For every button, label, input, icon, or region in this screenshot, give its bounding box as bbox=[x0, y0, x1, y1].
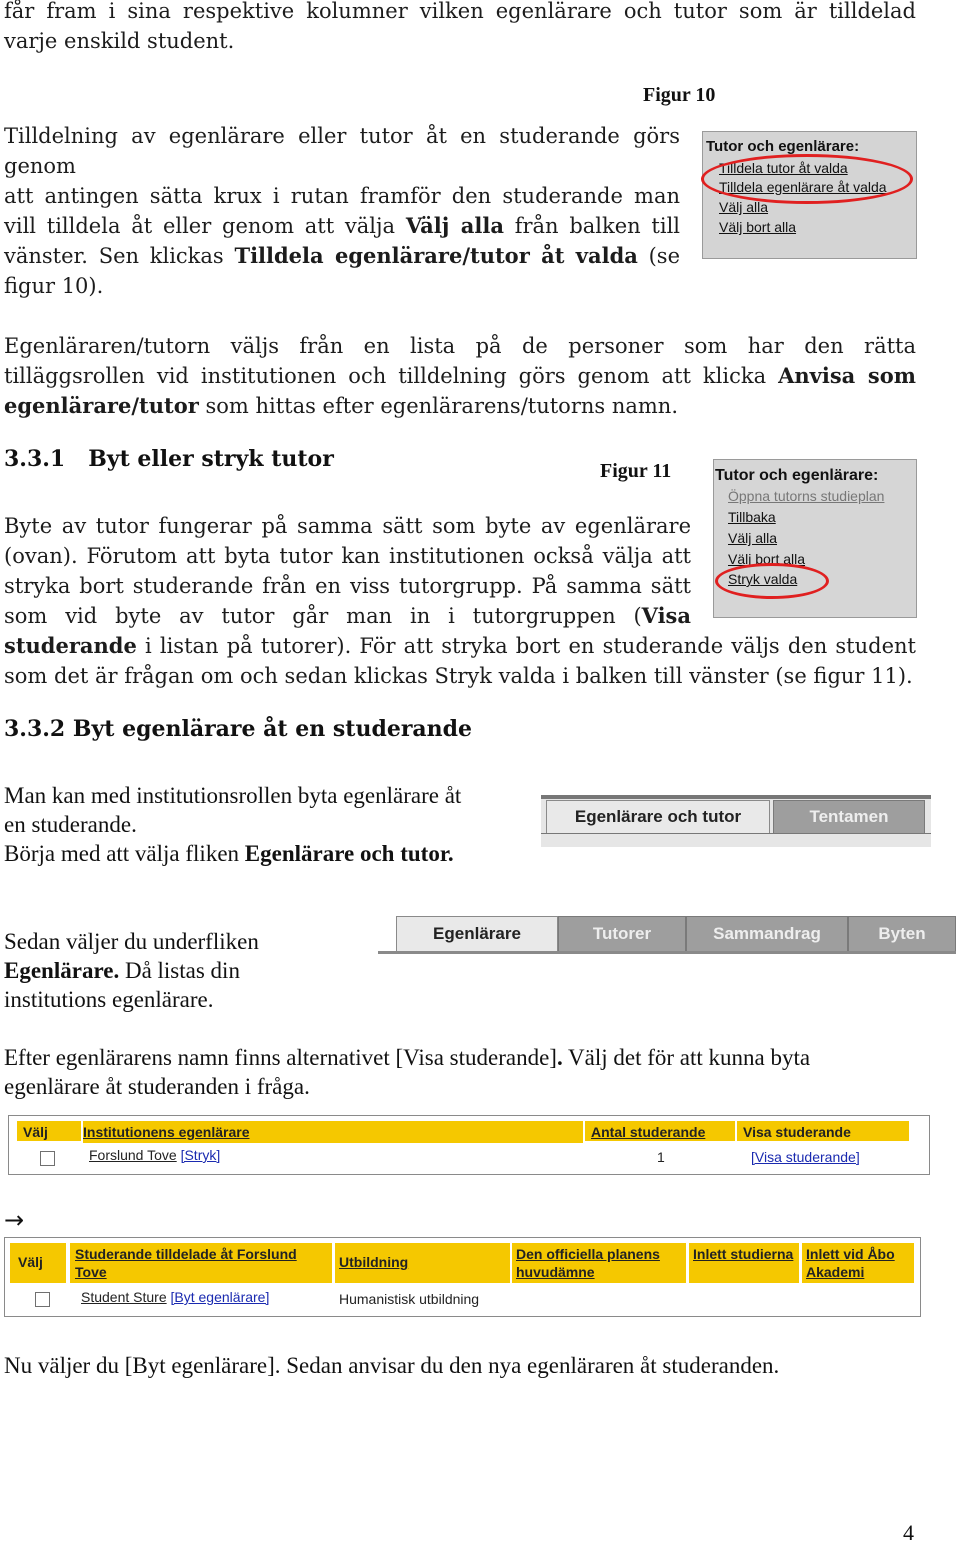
fig10-link-select-all[interactable]: Välj alla bbox=[719, 199, 769, 215]
section-heading-332: 3.3.2 Byt egenlärare åt en studerande bbox=[4, 716, 473, 742]
tab-tentamen[interactable]: Tentamen bbox=[773, 800, 925, 834]
fig11-link-open-plan[interactable]: Öppna tutorns studieplan bbox=[728, 488, 885, 504]
figure-10-screenshot bbox=[702, 131, 917, 259]
teachers-header-name[interactable]: Institutionens egenlärare bbox=[83, 1121, 583, 1143]
tab-egenlarare-och-tutor[interactable]: Egenlärare och tutor bbox=[546, 800, 770, 833]
s331-line-3: stryka bort studerande från en viss tutorgrupp. På samma sätt bbox=[4, 574, 691, 598]
highlight-oval bbox=[701, 154, 913, 204]
figure-11-label: Figur 11 bbox=[600, 460, 672, 482]
fig11-link-select-all[interactable]: Välj alla bbox=[728, 530, 778, 546]
students-header-name[interactable]: Studerande tilldelade åt Forslund Tove bbox=[70, 1243, 332, 1283]
egen-line-2: tilläggsrollen vid institutionen och tilldelning görs genom att klicka Anvisa som bbox=[4, 363, 916, 388]
s331-line-1: Byte av tutor fungerar på samma sätt som byte av egenlärare bbox=[4, 514, 691, 538]
assign-line-2: genom bbox=[4, 154, 76, 178]
fig11-link-remove-selected[interactable]: Stryk valda bbox=[728, 571, 798, 587]
students-header-program[interactable]: Utbildning bbox=[335, 1243, 510, 1283]
sub-tab-strip bbox=[378, 915, 956, 955]
s332-line-2: en studerande. bbox=[4, 812, 137, 837]
fig10-link-assign-tutor[interactable]: Tilldela tutor åt valda bbox=[719, 160, 848, 176]
section-heading-331: 3.3.1 Byt eller stryk tutor bbox=[4, 446, 334, 472]
after-line-1: Efter egenlärarens namn finns alternativet [Visa studerande]. Välj det för att kunna byta bbox=[4, 1045, 811, 1070]
highlight-oval bbox=[715, 563, 829, 599]
egen-line-3: egenlärare/tutor som hittas efter egenlärarens/tutorns namn. bbox=[4, 393, 679, 418]
fig10-title: Tutor och egenlärare: bbox=[706, 138, 860, 155]
students-header-started[interactable]: Inlett studierna bbox=[689, 1243, 799, 1283]
s331-line-4: som vid byte av tutor går man in i tutorgruppen (Visa bbox=[4, 603, 691, 628]
teachers-header-view: Visa studerande bbox=[737, 1121, 909, 1141]
s332-line-1: Man kan med institutionsrollen byta egenlärare åt bbox=[4, 783, 462, 808]
assign-line-3: att antingen sätta krux i rutan framför den studerande man bbox=[4, 184, 680, 208]
egen-line-1: Egenläraren/tutorn väljs från en lista på de personer som har den rätta bbox=[4, 334, 916, 358]
teacher-name[interactable]: Forslund Tove [Stryk] bbox=[89, 1147, 221, 1163]
subtab-byten[interactable]: Byten bbox=[848, 916, 956, 952]
fig10-link-deselect-all[interactable]: Välj bort alla bbox=[719, 219, 797, 235]
subtab-egenlarare[interactable]: Egenlärare bbox=[396, 916, 558, 951]
row-checkbox[interactable] bbox=[35, 1292, 50, 1307]
student-program: Humanistisk utbildning bbox=[339, 1291, 480, 1307]
teachers-header-count[interactable]: Antal studerande bbox=[585, 1121, 735, 1141]
sub-line-1: Sedan väljer du underfliken bbox=[4, 929, 259, 954]
final-line: Nu väljer du [Byt egenlärare]. Sedan anvisar du den nya egenläraren åt studeranden. bbox=[4, 1353, 780, 1378]
student-count: 1 bbox=[657, 1149, 665, 1165]
teachers-header-select: Välj bbox=[17, 1121, 81, 1141]
s331-line-5: studerande i listan på tutorer). För att stryka bort en studerande väljs den student bbox=[4, 633, 916, 658]
s331-line-6: som det är frågan om och sedan klickas Stryk valda i balken till vänster (se figur 11). bbox=[4, 664, 913, 688]
fig11-link-deselect-all[interactable]: Välj bort alla bbox=[728, 551, 806, 567]
main-tab-strip bbox=[541, 795, 931, 847]
student-name[interactable]: Student Sture [Byt egenlärare] bbox=[81, 1289, 270, 1305]
fig11-link-back[interactable]: Tillbaka bbox=[728, 509, 776, 525]
sub-line-2: Egenlärare. Då listas din bbox=[4, 958, 240, 983]
students-header-major[interactable]: Den officiella planens huvudämne bbox=[512, 1243, 686, 1283]
assign-line-4: vill tilldela åt eller genom att välja Välj alla från balken till bbox=[4, 213, 681, 238]
row-checkbox[interactable] bbox=[40, 1151, 55, 1166]
subtab-sammandrag[interactable]: Sammandrag bbox=[686, 916, 848, 952]
s331-line-2: (ovan). Förutom att byta tutor kan institutionen också välja att bbox=[4, 544, 691, 568]
intro-line-2: varje enskild student. bbox=[4, 29, 235, 53]
arrow-icon: → bbox=[4, 1206, 25, 1234]
students-header-started-abo[interactable]: Inlett vid Åbo Akademi bbox=[802, 1243, 914, 1283]
after-line-2: egenlärare åt studeranden i fråga. bbox=[4, 1074, 310, 1099]
intro-line-1: får fram i sina respektive kolumner vilken egenlärare och tutor som är tilldelad bbox=[4, 0, 916, 23]
fig11-title: Tutor och egenlärare: bbox=[715, 467, 879, 484]
students-table bbox=[4, 1237, 921, 1317]
assign-line-1: Tilldelning av egenlärare eller tutor åt en studerande görs bbox=[4, 124, 680, 148]
sub-line-3: institutions egenlärare. bbox=[4, 987, 214, 1012]
view-students-link[interactable]: [Visa studerande] bbox=[751, 1149, 860, 1165]
s332-line-3: Börja med att välja fliken Egenlärare och tutor. bbox=[4, 841, 454, 866]
students-header-select: Välj bbox=[10, 1243, 66, 1283]
subtab-baseline bbox=[378, 951, 956, 954]
assign-line-5: vänster. Sen klickas Tilldela egenlärare/tutor åt valda (se bbox=[4, 243, 681, 268]
tab-strip-divider bbox=[541, 833, 931, 834]
figure-10-label: Figur 10 bbox=[643, 84, 716, 106]
tab-strip-top-bar bbox=[541, 795, 931, 799]
figure-11-screenshot bbox=[713, 459, 917, 618]
assign-line-6: figur 10). bbox=[4, 274, 104, 298]
subtab-tutorer[interactable]: Tutorer bbox=[558, 916, 686, 952]
page-number: 4 bbox=[903, 1520, 914, 1545]
fig10-link-assign-teacher[interactable]: Tilldela egenlärare åt valda bbox=[719, 179, 887, 195]
teachers-table bbox=[8, 1115, 930, 1175]
